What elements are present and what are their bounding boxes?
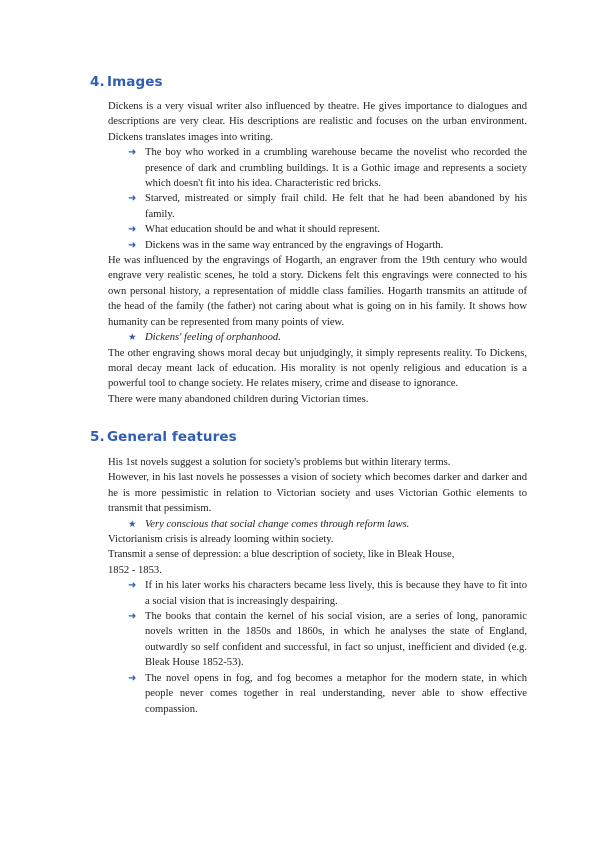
section-4-bullet-4: ➜ Dickens was in the same way entranced by the engravings of Hogarth.	[108, 238, 527, 253]
arrow-icon: ➜	[128, 580, 137, 592]
section-5-heading	[90, 430, 237, 445]
section-5-bullet-2: ➜ The books that contain the kernel of his social vision, are a series of long, panoramic novels written in the 1850s and 1860s, in which he analyses the state of England, outwardly so self confident and successful, in fact so unjust, inefficient and divided (e.g. Bleak House 1852-53).	[128, 611, 527, 669]
section-4-bullet-2: ➜ Starved, mistreated or simply frail child. He felt that he had been abandoned by his family.	[128, 193, 527, 220]
section-4-para-hogarth: He was influenced by the engravings of Hogarth, an engraver from the 19th century who would engrave very realistic scenes, he told a story. Dickens felt this engravings were connected to his own personal history, a representation of middle class families. Hogarth transmits an attitude of the head of the family (the father) not caring about what is going on in his family. It shows how humanity can be represented from many points of view.	[108, 255, 527, 328]
section-4-star-item: ★ Dickens' feeling of orphanhood.	[108, 330, 527, 345]
section-4-para-moral-decay: The other engraving shows moral decay but unjudgingly, it simply represents reality. To Dickens, moral decay meant lack of education. His morality is not openly religious and education is a powerful tool to change society. He relates misery, crime and disease to ignorance.	[108, 347, 527, 390]
section-5-line-crisis: Victorianism crisis is already looming within society.	[108, 534, 334, 546]
section-4-heading	[90, 75, 163, 90]
section-4-bullet-3: ➜ What education should be and what it should represent.	[108, 222, 527, 237]
section-5-number: 5.	[90, 429, 105, 445]
section-5-bullet-1: ➜ If in his later works his characters became less lively, this is because they have to fit into a social vision that is increasingly despairing.	[128, 580, 527, 607]
star-icon: ★	[128, 518, 137, 530]
section-5-body	[108, 455, 527, 717]
arrow-icon: ➜	[128, 239, 137, 251]
section-5-line-dates: 1852 - 1853.	[108, 564, 162, 576]
arrow-icon: ➜	[128, 224, 137, 236]
star-icon: ★	[128, 332, 137, 344]
section-4-bullet-1: ➜ The boy who worked in a crumbling warehouse became the novelist who recorded the presence of dark and crumbling buildings. It is a Gothic image and represents a society which doesn't fit into his idea. Characteristic red bricks.	[128, 147, 527, 190]
section-5-title: General features	[107, 429, 237, 445]
section-4-intro: Dickens is a very visual writer also influenced by theatre. He gives importance to dialogues and descriptions are very clear. His descriptions are realistic and focuses on the urban environment. Dickens translates images into writing.	[108, 101, 527, 143]
section-5-para-last-novels: However, in his last novels he possesses a vision of society which becomes darker and darker and he is more pessimistic in relation to Victorian society and uses Victorian Gothic elements to transmit that pessimism.	[108, 472, 527, 515]
section-5-star-item: ★ Very conscious that social change comes through reform laws.	[108, 517, 527, 532]
section-5-line-depression: Transmit a sense of depression: a blue description of society, like in Bleak House,	[108, 549, 455, 561]
arrow-icon: ➜	[128, 193, 137, 205]
section-4-body	[108, 99, 527, 407]
section-4-number: 4.	[90, 74, 105, 90]
section-4-para-children: There were many abandoned children during Victorian times.	[108, 393, 369, 405]
arrow-icon: ➜	[128, 611, 137, 623]
arrow-icon: ➜	[128, 672, 137, 684]
section-4-title: Images	[107, 74, 163, 90]
section-5-line-1: His 1st novels suggest a solution for society's problems but within literary terms.	[108, 457, 451, 468]
section-5-bullet-3: ➜ The novel opens in fog, and fog becomes a metaphor for the modern state, in which people never comes together in real understanding, never able to show effective compassion.	[128, 672, 527, 715]
arrow-icon: ➜	[128, 147, 137, 159]
